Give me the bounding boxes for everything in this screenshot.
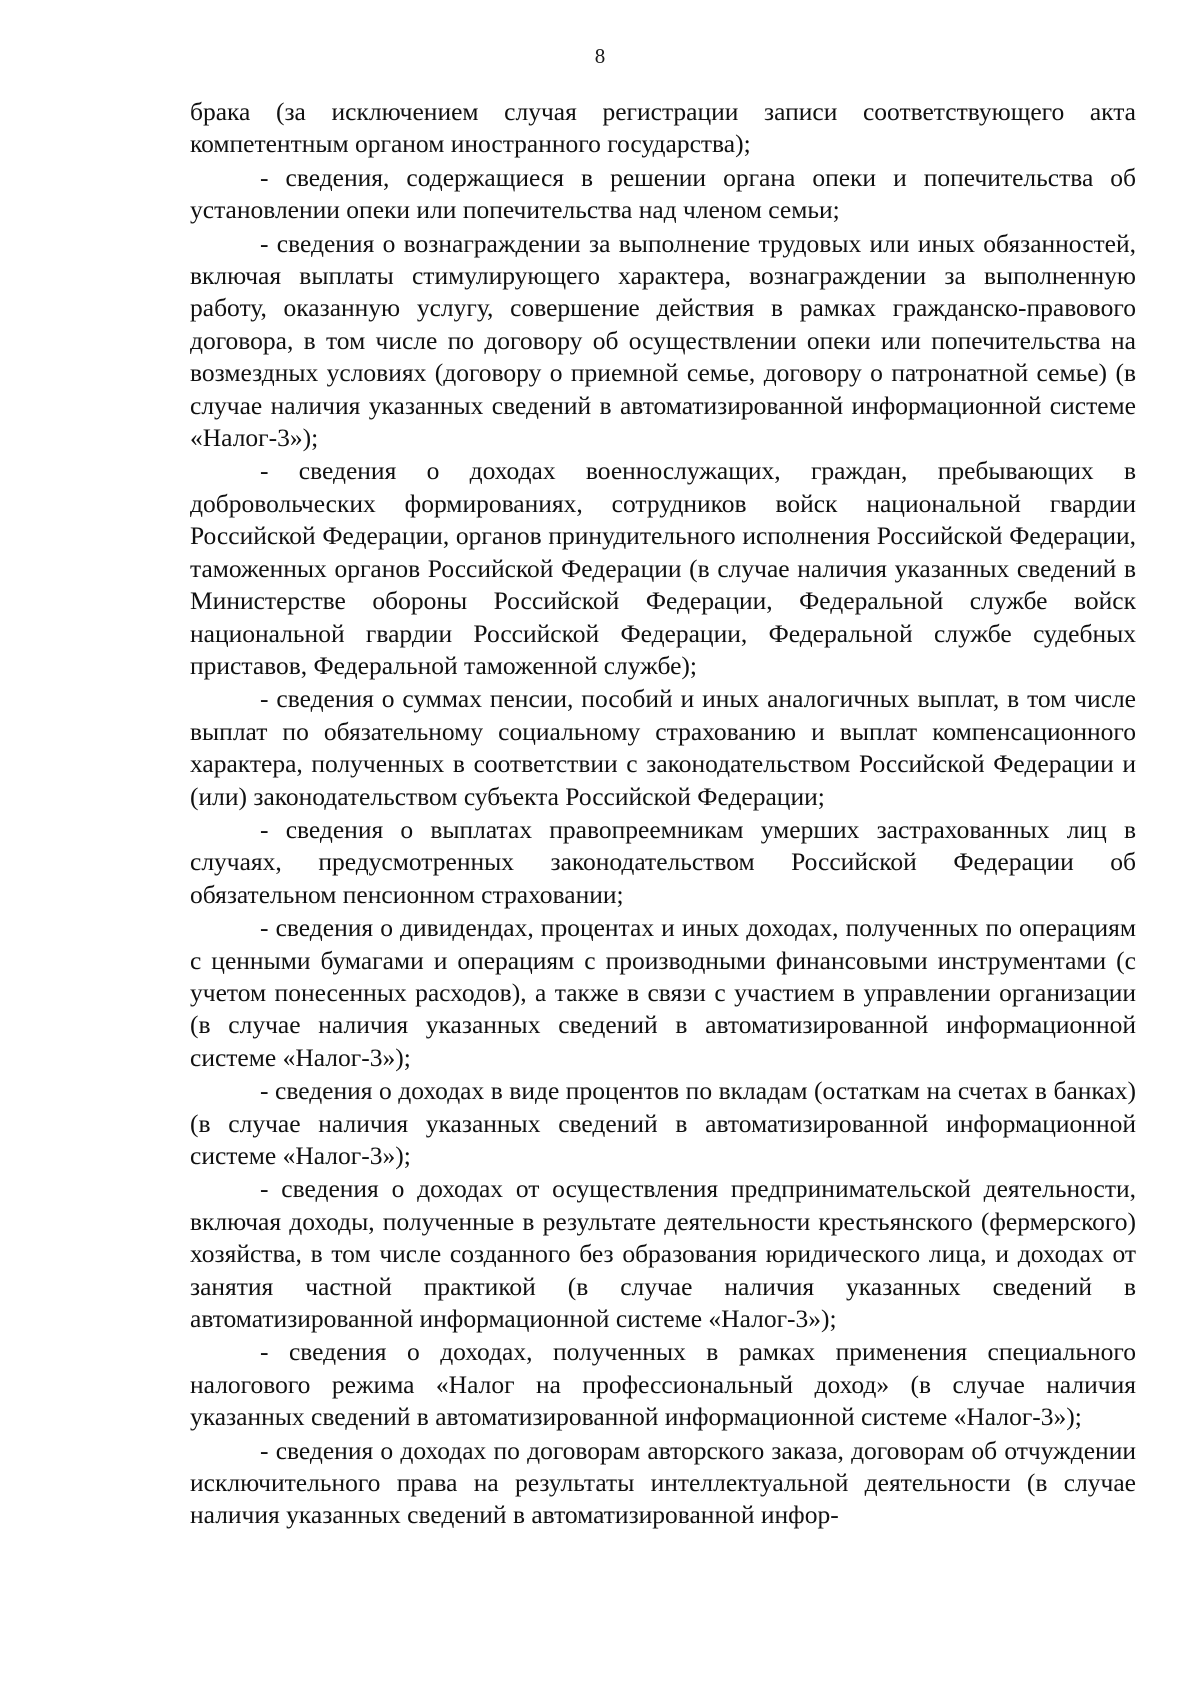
paragraph-dividends-securities: - сведения о дивидендах, процентах и иных доходах, полученных по операциям с ценными бумагами и операциям с производными финансовыми инструментами (с учетом понесенных расходов), а также в связи с участием в управлении организации (в случае наличия указанных сведений в автоматизированной информационной системе «Налог-3»); [190, 913, 1136, 1072]
paragraph-successor-payments: - сведения о выплатах правопреемникам умерших застрахованных лиц в случаях, предусмотренных законодательством Российской Федерации об обязательном пенсионном страховании; [190, 814, 1136, 909]
paragraph-military-income: - сведения о доходах военнослужащих, граждан, пребывающих в добровольческих формированиях, сотрудников войск национальной гвардии Российской Федерации, органов принудительного исполнения Российской Федерации, таможенных органов Российской Федерации (в случае наличия указанных сведений в Министерстве обороны Российской Федерации, Федеральной службе войск национальной гвардии Российской Федерации, Федеральной службе судебных приставов, Федеральной таможенной службе); [190, 456, 1136, 680]
paragraph-pensions-benefits: - сведения о суммах пенсии, пособий и иных аналогичных выплат, в том числе выплат по обязательному социальному страхованию и выплат компенсационного характера, полученных в соответствии с законодательством Российской Федерации и (или) законодательством субъекта Российской Федерации; [190, 684, 1136, 811]
document-body [190, 96, 1136, 1532]
paragraph-business-income: - сведения о доходах от осуществления предпринимательской деятельности, включая доходы, полученные в результате деятельности крестьянского (фермерского) хозяйства, в том числе созданного без образования юридического лица, и доходах от занятия частной практикой (в случае наличия указанных сведений в автоматизированной информационной системе «Налог-3»); [190, 1174, 1136, 1334]
paragraph-guardianship: - сведения, содержащиеся в решении органа опеки и попечительства об установлении опеки или попечительства над членом семьи; [190, 162, 1136, 225]
paragraph-remuneration: - сведения о вознаграждении за выполнение трудовых или иных обязанностей, включая выплаты стимулирующего характера, вознаграждении за выполненную работу, оказанную услугу, совершение действия в рамках гражданско-правового договора, в том числе по договору об осуществлении опеки или попечительства на возмездных условиях (договору о приемной семье, договору о патронатной семье) (в случае наличия указанных сведений в автоматизированной информационной системе «Налог-3»); [190, 228, 1136, 453]
paragraph-deposit-interest: - сведения о доходах в виде процентов по вкладам (остаткам на счетах в банках) (в случае наличия указанных сведений в автоматизированной информационной системе «Налог-3»); [190, 1076, 1136, 1170]
paragraph-self-employed-tax: - сведения о доходах, полученных в рамках применения специального налогового режима «Налог на профессиональный доход» (в случае наличия указанных сведений в автоматизированной информационной системе «Налог-3»); [190, 1337, 1136, 1432]
paragraph-author-contracts: - сведения о доходах по договорам авторского заказа, договорам об отчуждении исключительного права на результаты интеллектуальной деятельности (в случае наличия указанных сведений в автоматизированной инфор- [190, 1435, 1136, 1530]
page-number: 8 [594, 44, 606, 68]
paragraph-marriage-record: брака (за исключением случая регистрации записи соответствующего акта компетентным органом иностранного государства); [190, 97, 1136, 159]
